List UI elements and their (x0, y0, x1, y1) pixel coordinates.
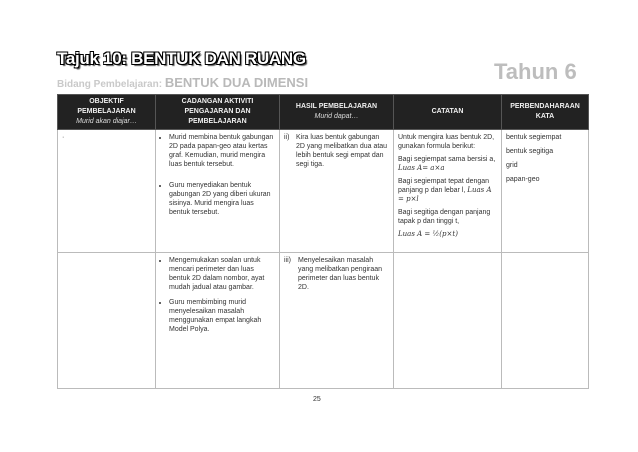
header-hasil: HASIL PEMBELAJARAN Murid dapat… (280, 95, 394, 130)
year-label: Tahun 6 (494, 59, 577, 84)
catatan-segitiga: Bagi segitiga dengan panjang tapak p dan tinggi t, (398, 209, 491, 225)
subtitle-label: Bidang Pembelajaran: (57, 79, 163, 90)
header-catatan: CATATAN (394, 95, 502, 130)
subtitle-value: BENTUK DUA DIMENSI (164, 75, 309, 90)
cell-objektif (58, 253, 156, 389)
list-item: grid (506, 162, 518, 169)
header-perbendaharaan: PERBENDAHARAAN KATA (502, 95, 589, 130)
hasil-number: iii) (284, 257, 291, 264)
cell-catatan (394, 253, 502, 389)
cell-kata (502, 130, 589, 253)
list-item: • Murid membina bentuk gabungan 2D pada papan-geo atau kertas graf. Kemudian, murid mengira luas bentuk tersebut. (169, 133, 275, 169)
table-row (58, 130, 589, 253)
cell-objektif: · (58, 130, 156, 253)
cell-kata (502, 253, 589, 389)
hasil-text: Kira luas bentuk gabungan 2D yang melibatkan dua atau lebih bentuk segi empat dan segi tiga. (296, 134, 388, 168)
subtitle (57, 75, 308, 90)
page-title: Tajuk 10: BENTUK DAN RUANG (57, 49, 306, 68)
cell-catatan (394, 130, 502, 253)
curriculum-table (57, 94, 589, 389)
list-item: • Mengemukakan soalan untuk mencari perimeter dan luas bentuk 2D dalam nombor, ayat mudah jadual atau gambar. (169, 256, 275, 292)
cell-cadangan (156, 253, 280, 389)
list-item: papan-geo (506, 176, 540, 183)
header-cadangan: CADANGAN AKTIVITI PENGAJARAN DAN PEMBELAJARAN (156, 95, 280, 130)
catatan-sama-sisi: Bagi segiempat sama bersisi a, Luas A= a×a (398, 156, 496, 172)
catatan-intro: Untuk mengira luas bentuk 2D, gunakan formula berikut: (398, 134, 495, 150)
cell-hasil (280, 253, 394, 389)
table-row (58, 253, 589, 389)
list-item: • Guru menyediakan bentuk gabungan 2D yang diberi ukuran sisinya. Murid mengira luas bentuk tersebut. (169, 181, 275, 217)
cell-hasil (280, 130, 394, 253)
header-objektif: OBJEKTIF PEMBELAJARAN Murid akan diajar… (58, 95, 156, 130)
catatan-segitiga-formula: Luas A = ½(p×t) (398, 230, 458, 238)
hasil-number: ii) (284, 134, 290, 141)
list-item: bentuk segiempat (506, 134, 562, 141)
cell-cadangan (156, 130, 280, 253)
list-item: bentuk segitiga (506, 148, 554, 155)
catatan-tepat: Bagi segiempat tepat dengan panjang p dan lebar l, Luas A = p×l (398, 178, 492, 203)
list-item: • Guru membimbing murid menyelesaikan masalah menggunakan empat langkah Model Polya. (169, 298, 275, 334)
table-header-row (58, 95, 589, 130)
page-number: 25 (313, 396, 321, 403)
hasil-text: Menyelesaikan masalah yang melibatkan pengiraan perimeter dan luas bentuk 2D. (298, 257, 383, 291)
